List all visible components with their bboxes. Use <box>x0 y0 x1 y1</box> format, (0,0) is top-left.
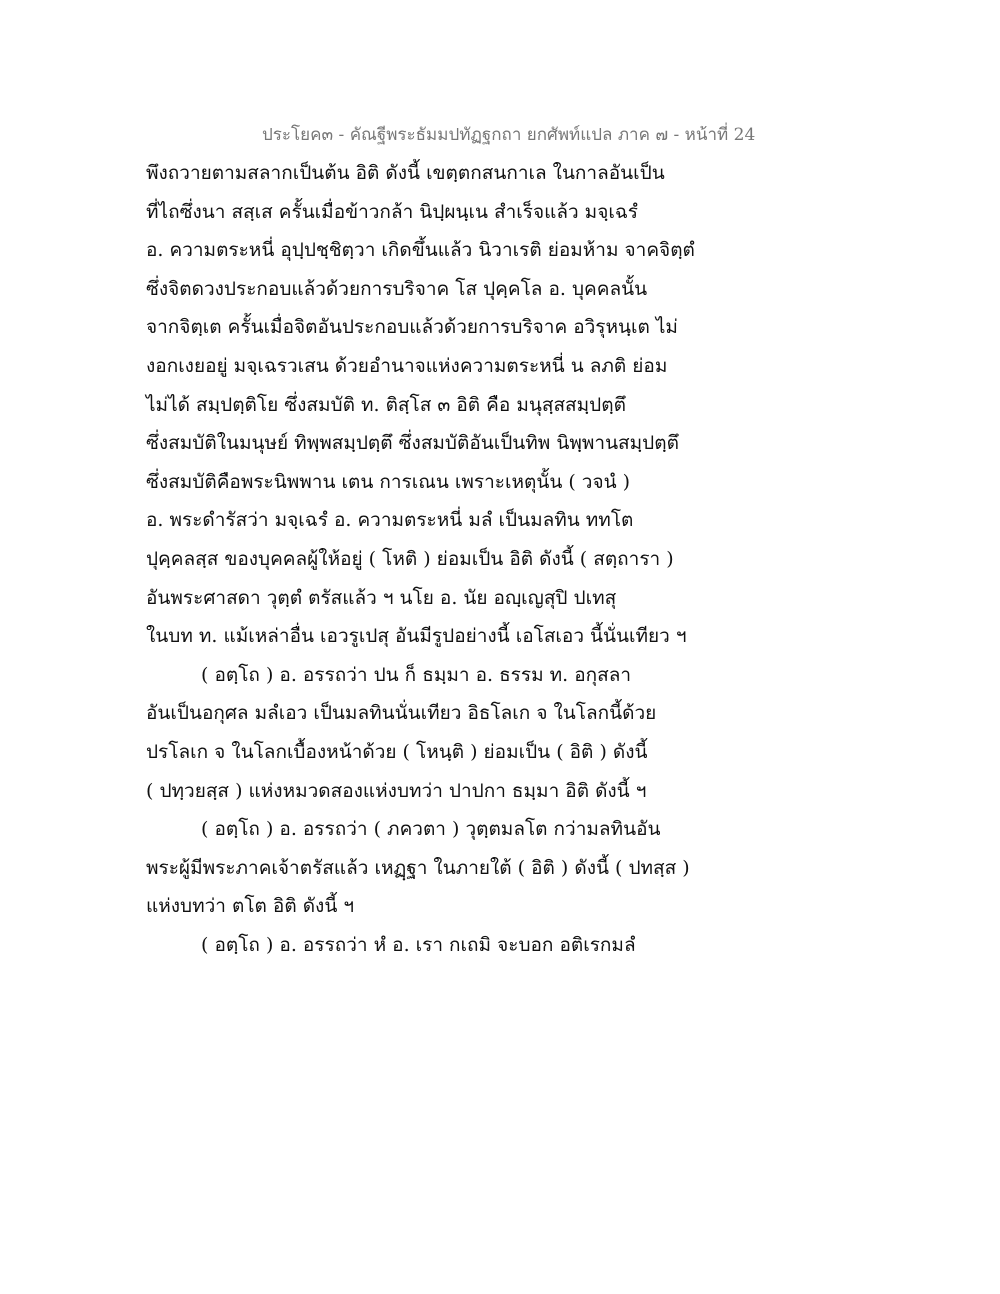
text-line: ปรโลเก จ ในโลกเบื้องหน้าด้วย ( โหนฺติ ) ย่อมเป็น ( อิติ ) ดังนี้ <box>146 740 648 763</box>
text-line: แห่งบทว่า ตโต อิติ ดังนี้ ฯ <box>146 895 355 918</box>
text-line: อันพระศาสดา วุตฺตํ ตรัสแล้ว ฯ นโย อ. นัย อญฺเญสุปิ ปเทสุ <box>146 586 617 609</box>
text-line: ที่ไถซึ่งนา สสฺเส ครั้นเมื่อข้าวกล้า นิปฺผนฺเน สำเร็จแล้ว มจฺเฉรํ <box>146 200 638 223</box>
text-line: อ. ความตระหนี่ อุปฺปชฺชิตฺวา เกิดขึ้นแล้ว นิวาเรติ ย่อมห้าม จาคจิตฺตํ <box>146 239 695 262</box>
text-line: ซึ่งจิตดวงประกอบแล้วด้วยการบริจาค โส ปุคฺคโล อ. บุคคลนั้น <box>146 277 648 300</box>
text-line: ซึ่งสมบัติในมนุษย์ ทิพฺพสมฺปตฺตึ ซึ่งสมบัติอันเป็นทิพ นิพฺพานสมฺปตฺตึ <box>146 432 679 455</box>
text-line: พึงถวายตามสลากเป็นต้น อิติ ดังนี้ เขตฺตกสนกาเล ในกาลอันเป็น <box>146 162 665 184</box>
text-line: งอกเงยอยู่ มจฺเฉรวเสน ด้วยอำนาจแห่งความตระหนี่ น ลภติ ย่อม <box>146 354 668 377</box>
paragraph-start-line: ( อตฺโถ ) อ. อรรถว่า หํ อ. เรา กเถมิ จะบอก อติเรกมลํ <box>201 933 636 956</box>
text-line: ซึ่งสมบัติคือพระนิพพาน เตน การเณน เพราะเหตุนั้น ( วจนํ ) <box>146 470 631 493</box>
text-line: พระผู้มีพระภาคเจ้าตรัสแล้ว เหฏฺฐา ในภายใต้ ( อิติ ) ดังนี้ ( ปทสฺส ) <box>146 856 690 879</box>
text-line: อันเป็นอกุศล มลํเอว เป็นมลทินนั่นเทียว อิธโลเก จ ในโลกนี้ด้วย <box>146 702 657 725</box>
text-line: จากจิตฺเต ครั้นเมื่อจิตอันประกอบแล้วด้วยการบริจาค อวิรุหนฺเต ไม่ <box>146 316 678 339</box>
text-line: ( ปทฺวยสฺส ) แห่งหมวดสองแห่งบทว่า ปาปกา ธมฺมา อิติ ดังนี้ ฯ <box>146 779 647 802</box>
running-header: ประโยค๓ - คัณฐีพระธัมมปทัฏฐกถา ยกศัพท์แปล ภาค ๗ - หน้าที่ 24 <box>262 125 756 145</box>
paragraph-start-line: ( อตฺโถ ) อ. อรรถว่า ปน ก็ ธมฺมา อ. ธรรม ท. อกุสลา <box>201 663 632 686</box>
text-line: อ. พระดำรัสว่า มจฺเฉรํ อ. ความตระหนี่ มลํ เป็นมลทิน ททโต <box>146 509 634 532</box>
text-line: ในบท ท. แม้เหล่าอื่น เอวรูเปสุ อันมีรูปอย่างนี้ เอโสเอว นี้นั่นเทียว ฯ <box>146 625 687 648</box>
paragraph-start-line: ( อตฺโถ ) อ. อรรถว่า ( ภควตา ) วุตฺตมลโต กว่ามลทินอัน <box>201 818 661 841</box>
body-text <box>146 158 746 968</box>
text-line: ปุคฺคลสฺส ของบุคคลผู้ให้อยู่ ( โหติ ) ย่อมเป็น อิติ ดังนี้ ( สตฺถารา ) <box>146 547 674 570</box>
text-line: ไม่ได้ สมฺปตฺติโย ซึ่งสมบัติ ท. ติสฺโส ๓ อิติ คือ มนุสฺสสมฺปตฺตึ <box>146 393 626 416</box>
